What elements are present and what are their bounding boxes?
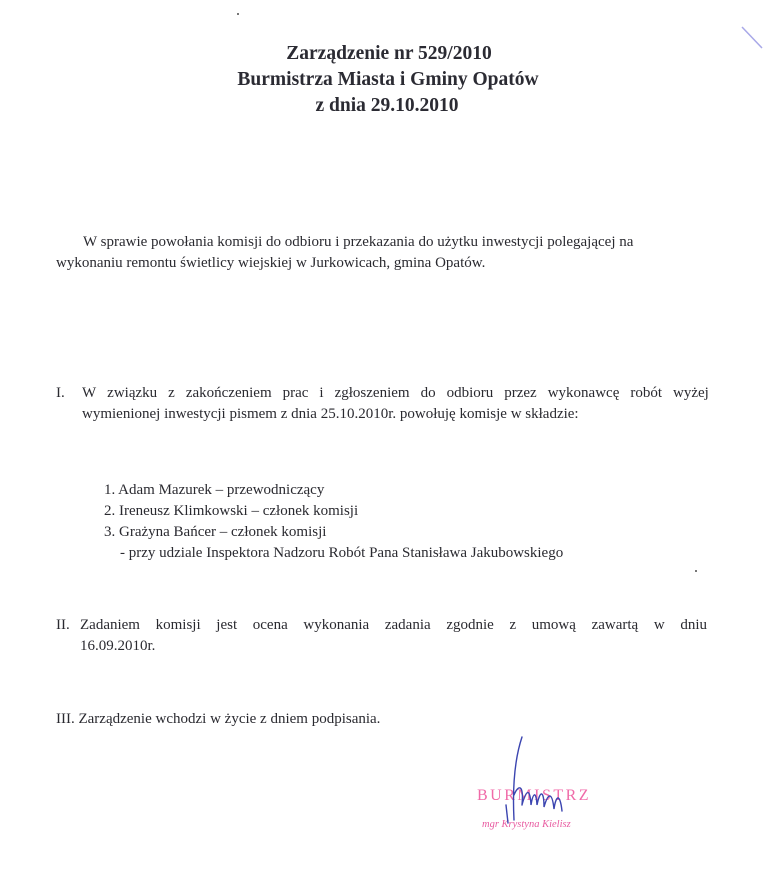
document-title	[0, 41, 764, 119]
member-item: 1. Adam Mazurek – przewodniczący	[104, 482, 325, 498]
section-1-number: I.	[56, 385, 65, 401]
word: związku	[107, 385, 158, 401]
intro-line-2: wykonaniu remontu świetlicy wiejskiej w Jurkowicach, gmina Opatów.	[56, 255, 486, 271]
word: komisji	[155, 617, 201, 633]
word: z	[509, 617, 517, 633]
word: Zadaniem	[80, 617, 140, 633]
word: odbioru	[446, 385, 494, 401]
word: zakończeniem	[185, 385, 272, 401]
stamp-title: BURMISTRZ	[477, 787, 592, 804]
word: wykonawcę	[547, 385, 620, 401]
signature-icon	[500, 735, 570, 825]
title-line-1: Zarządzenie nr 529/2010	[286, 43, 492, 64]
word: zgłoszeniem	[334, 385, 410, 401]
intro-line-1: W sprawie powołania komisji do odbioru i przekazania do użytku inwestycji polegającej na	[83, 234, 634, 250]
section-2-line-2: 16.09.2010r.	[80, 638, 156, 654]
word: zadania	[384, 617, 431, 633]
corner-mark-icon	[740, 25, 764, 50]
word: w	[653, 617, 665, 633]
word: robót	[630, 385, 663, 401]
word: prac	[282, 385, 309, 401]
word: W	[82, 385, 97, 401]
committee-member-list	[104, 480, 563, 564]
word: umową	[531, 617, 576, 633]
word: zgodnie	[446, 617, 494, 633]
member-item: 2. Ireneusz Klimkowski – członek komisji	[104, 503, 359, 519]
section-1-line-2: wymienionej inwestycji pismem z dnia 25.10.2010r. powołuję komisje w składzie:	[82, 406, 579, 422]
title-line-3: z dnia 29.10.2010	[315, 95, 459, 116]
word: dniu	[680, 617, 707, 633]
section-2-number: II.	[56, 617, 70, 633]
stamp-name: mgr Krystyna Kielisz	[482, 819, 571, 830]
section-3-text: III. Zarządzenie wchodzi w życie z dniem podpisania.	[56, 711, 381, 727]
title-line-2: Burmistrza Miasta i Gminy Opatów	[237, 69, 539, 90]
word: z	[168, 385, 175, 401]
member-item: 3. Grażyna Bańcer – członek komisji	[104, 524, 327, 540]
scan-speck	[237, 13, 239, 15]
word: i	[319, 385, 324, 401]
inspector-note: - przy udziale Inspektora Nadzoru Robót Pana Stanisława Jakubowskiego	[120, 545, 564, 561]
word: do	[420, 385, 436, 401]
word: zawartą	[591, 617, 639, 633]
word: wyżej	[673, 385, 709, 401]
word: wykonania	[303, 617, 370, 633]
section-1-line-1	[82, 383, 709, 404]
word: ocena	[252, 617, 288, 633]
scan-speck	[695, 570, 697, 572]
word: jest	[216, 617, 238, 633]
section-2-line-1	[80, 615, 707, 636]
word: przez	[504, 385, 537, 401]
